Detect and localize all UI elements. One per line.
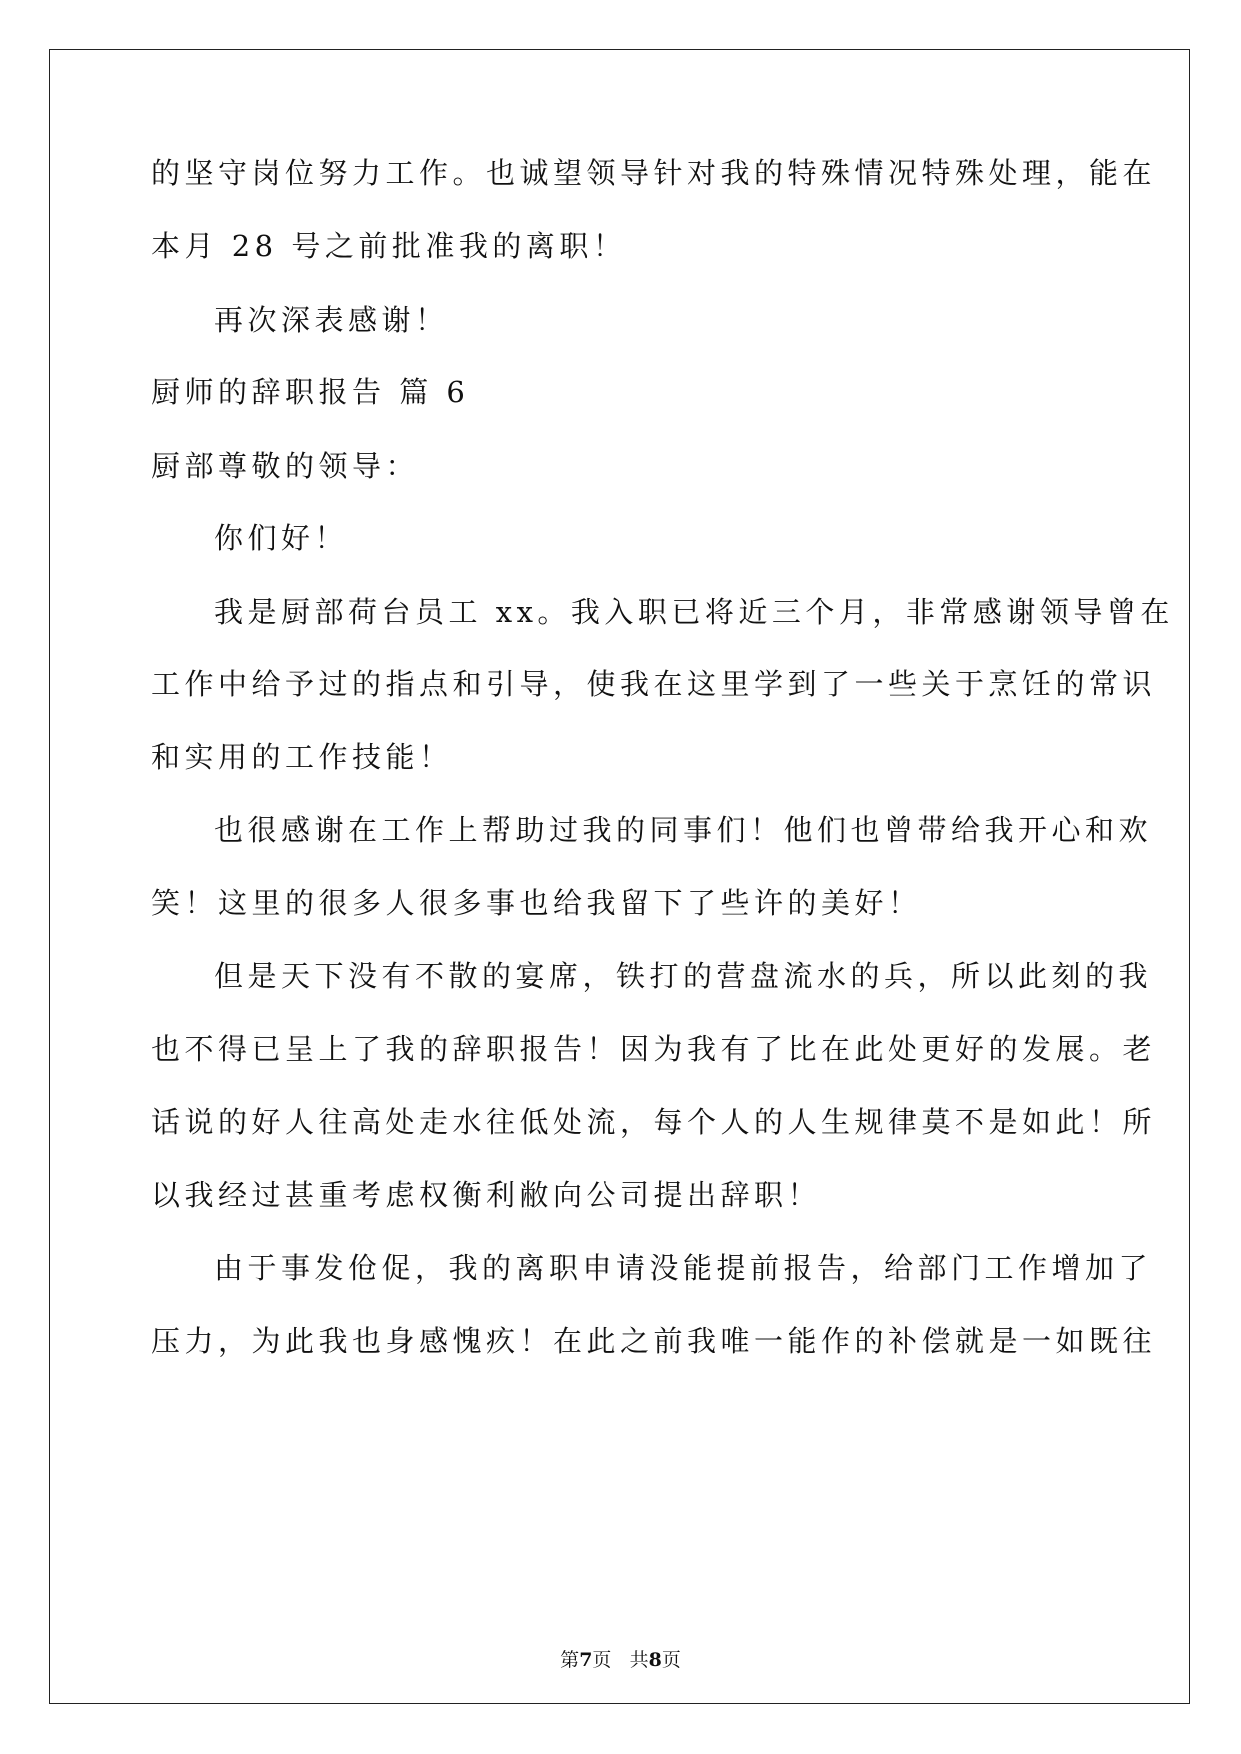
paragraph-line: 但是天下没有不散的宴席，铁打的营盘流水的兵，所以此刻的我 bbox=[214, 959, 1153, 993]
paragraph-line: 本月 28 号之前批准我的离职！ bbox=[151, 229, 627, 263]
current-page-number: 7 bbox=[579, 1649, 593, 1671]
paragraph-line: 以我经过甚重考虑权衡利敝向公司提出辞职！ bbox=[151, 1178, 822, 1212]
footer-total-unit: 页 bbox=[661, 1649, 681, 1671]
footer-prefix: 第 bbox=[560, 1649, 580, 1671]
paragraph-line: 也很感谢在工作上帮助过我的同事们！他们也曾带给我开心和欢 bbox=[214, 813, 1153, 847]
paragraph-line: 和实用的工作技能！ bbox=[151, 740, 453, 774]
page-footer bbox=[0, 1645, 1241, 1672]
paragraph-line: 也不得已呈上了我的辞职报告！因为我有了比在此处更好的发展。老 bbox=[151, 1032, 1157, 1066]
salutation: 厨部尊敬的领导： bbox=[151, 449, 420, 483]
paragraph-line: 由于事发伧促，我的离职申请没能提前报告，给部门工作增加了 bbox=[214, 1251, 1153, 1285]
paragraph-line: 话说的好人往高处走水往低处流，每个人的人生规律莫不是如此！所 bbox=[151, 1105, 1157, 1139]
paragraph-line: 我是厨部荷台员工 xx。我入职已将近三个月，非常感谢领导曾在 bbox=[214, 595, 1174, 629]
paragraph-line: 工作中给予过的指点和引导，使我在这里学到了一些关于烹饪的常识 bbox=[151, 667, 1157, 701]
total-page-count: 8 bbox=[648, 1649, 662, 1671]
paragraph-line: 的坚守岗位努力工作。也诚望领导针对我的特殊情况特殊处理，能在 bbox=[151, 156, 1157, 190]
footer-page-unit: 页 bbox=[592, 1649, 612, 1671]
page-border bbox=[49, 49, 1190, 1704]
paragraph-line: 压力，为此我也身感愧疚！在此之前我唯一能作的补偿就是一如既往 bbox=[151, 1324, 1157, 1358]
footer-total-prefix: 共 bbox=[629, 1649, 649, 1671]
paragraph-line: 再次深表感谢！ bbox=[214, 303, 449, 337]
greeting: 你们好！ bbox=[214, 521, 349, 555]
paragraph-line: 笑！这里的很多人很多事也给我留下了些许的美好！ bbox=[151, 886, 922, 920]
section-heading: 厨师的辞职报告 篇 6 bbox=[151, 375, 470, 409]
